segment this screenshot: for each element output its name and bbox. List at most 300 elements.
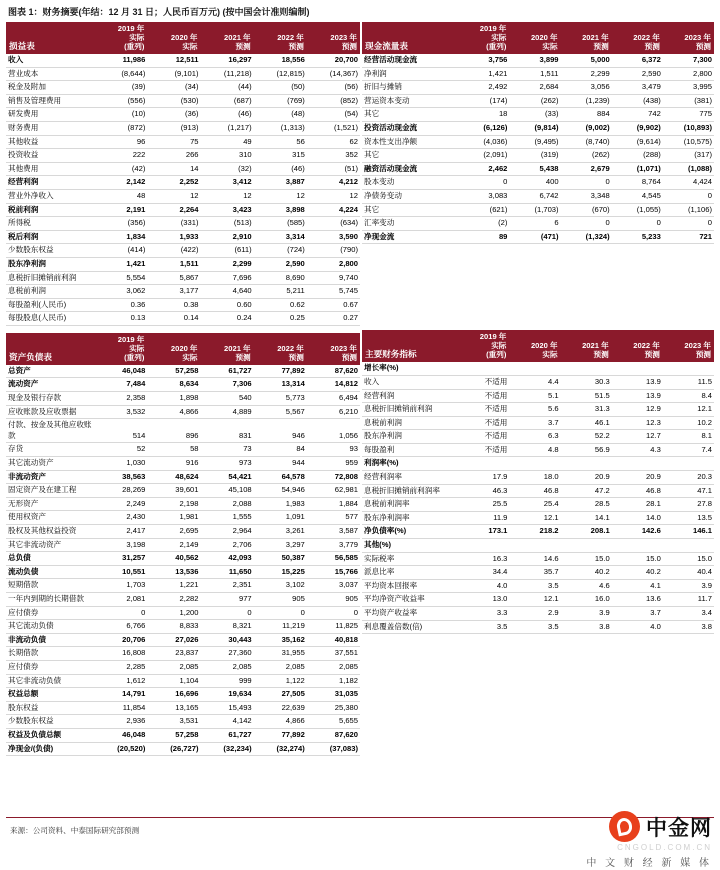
row-value: 1,511 (509, 67, 560, 81)
row-value (663, 457, 714, 471)
row-value: 2,088 (201, 497, 254, 511)
row-value: 8,690 (254, 271, 307, 285)
row-value: 6,766 (94, 620, 147, 634)
row-value: 不适用 (458, 443, 509, 457)
row-value: 3,412 (201, 176, 254, 190)
row-value: 22,639 (254, 701, 307, 715)
row-value: 4.1 (612, 579, 663, 593)
row-value: 0.60 (201, 298, 254, 312)
row-label: 融资活动现金流 (362, 162, 458, 176)
row-value: 2.9 (509, 607, 560, 621)
row-value: 39,601 (147, 484, 200, 498)
row-value: (14,367) (307, 67, 360, 81)
row-value: (262) (561, 149, 612, 163)
row-value: 25,380 (307, 701, 360, 715)
row-label: 其它 (362, 203, 458, 217)
row-value: 7,300 (663, 54, 714, 67)
cash-flow-table (362, 22, 714, 244)
table-row (6, 592, 360, 606)
row-value: 3,177 (147, 285, 200, 299)
column-header: 2023 年 预测 (663, 22, 714, 54)
row-value: 12,511 (147, 54, 200, 67)
row-value: 34.4 (458, 566, 509, 580)
row-value: 2,282 (147, 592, 200, 606)
row-label: 净现金流 (362, 230, 458, 244)
row-label: 营业成本 (6, 67, 94, 81)
row-value: (6,126) (458, 121, 509, 135)
row-value: 2,590 (254, 257, 307, 271)
row-value: 4,142 (201, 715, 254, 729)
row-value: 4.0 (612, 620, 663, 634)
row-label: 息税折旧摊销前利润 (362, 403, 458, 417)
row-value: 8.1 (663, 430, 714, 444)
row-label: 息税折旧摊销前利润 (6, 271, 94, 285)
row-value: 2,085 (307, 660, 360, 674)
row-value: 4,424 (663, 176, 714, 190)
row-value: (414) (94, 244, 147, 258)
logo-mark-icon (609, 811, 640, 842)
row-label: 股东净利润 (362, 430, 458, 444)
row-label: 实际税率 (362, 552, 458, 566)
row-value: 3,348 (561, 189, 612, 203)
row-value: 0.25 (254, 312, 307, 326)
row-value: 61,727 (201, 728, 254, 742)
row-value: 15.0 (561, 552, 612, 566)
logo-url: CNGOLD.COM.CN (617, 843, 712, 852)
row-value: 1,981 (147, 511, 200, 525)
row-value: 11.9 (458, 511, 509, 525)
row-value: 946 (254, 419, 307, 443)
column-header: 2021 年 预测 (201, 22, 254, 54)
row-value: 20,700 (307, 54, 360, 67)
row-value: 46.8 (509, 484, 560, 498)
row-value: (4,036) (458, 135, 509, 149)
row-value: 916 (147, 457, 200, 471)
table-row (6, 54, 360, 67)
row-value: 400 (509, 176, 560, 190)
row-value: 20.3 (663, 471, 714, 485)
table-row (6, 176, 360, 190)
row-value: 266 (147, 149, 200, 163)
table-row (362, 108, 714, 122)
row-value: 52 (94, 443, 147, 457)
row-value: 40,818 (307, 633, 360, 647)
table-row (362, 217, 714, 231)
row-value: 6,210 (307, 405, 360, 419)
row-value: 2,085 (201, 660, 254, 674)
row-value: 2,299 (201, 257, 254, 271)
row-label: 平均资产收益率 (362, 607, 458, 621)
row-value: 3.8 (561, 620, 612, 634)
row-value: 5,233 (612, 230, 663, 244)
table-row (362, 430, 714, 444)
table-row (6, 365, 360, 378)
row-value: (42) (94, 162, 147, 176)
row-value: 0.62 (254, 298, 307, 312)
row-value: 2,358 (94, 392, 147, 406)
row-value (561, 362, 612, 375)
row-value: 999 (201, 674, 254, 688)
logo-name: 中金网 (646, 816, 712, 840)
row-value: (381) (663, 94, 714, 108)
row-value: (769) (254, 94, 307, 108)
column-header: 2022 年 预测 (612, 22, 663, 54)
row-value: 3,083 (458, 189, 509, 203)
row-label: 总负债 (6, 552, 94, 566)
row-value: 30.3 (561, 375, 612, 389)
row-value: 18.0 (509, 471, 560, 485)
row-value: 2,910 (201, 230, 254, 244)
row-value: 1,221 (147, 579, 200, 593)
column-header: 2023 年 预测 (663, 330, 714, 362)
row-value: 31,035 (307, 688, 360, 702)
table-row (362, 539, 714, 553)
row-value: (9,002) (561, 121, 612, 135)
row-value: 18,556 (254, 54, 307, 67)
row-value: 4.0 (458, 579, 509, 593)
row-value: (1,071) (612, 162, 663, 176)
row-value: 1,182 (307, 674, 360, 688)
table-row (362, 81, 714, 95)
row-value: (44) (201, 81, 254, 95)
row-value: (1,055) (612, 203, 663, 217)
table-row (362, 443, 714, 457)
row-value: 2,492 (458, 81, 509, 95)
row-label: 应收账款及应收票据 (6, 405, 94, 419)
row-value: 14.0 (612, 511, 663, 525)
row-value: 8,764 (612, 176, 663, 190)
row-value: 2,249 (94, 497, 147, 511)
row-value: 905 (254, 592, 307, 606)
row-value: 20.9 (561, 471, 612, 485)
row-value (612, 539, 663, 553)
row-value: 52.2 (561, 430, 612, 444)
row-label: 短期借款 (6, 579, 94, 593)
row-label: 所得税 (6, 217, 94, 231)
row-value: (46) (254, 162, 307, 176)
row-label: 其它非流动资产 (6, 538, 94, 552)
column-header: 2022 年 预测 (612, 330, 663, 362)
row-value: 7.4 (663, 443, 714, 457)
row-label: 收入 (362, 375, 458, 389)
row-value (509, 539, 560, 553)
table-row (6, 203, 360, 217)
table-row (6, 271, 360, 285)
row-value: (8,740) (561, 135, 612, 149)
financial-summary-tables (0, 22, 720, 756)
table-row (6, 162, 360, 176)
row-value: 56 (254, 135, 307, 149)
row-value: 49 (201, 135, 254, 149)
row-label: 长期借款 (6, 647, 94, 661)
row-label: 流动资产 (6, 378, 94, 392)
row-label: 增长率(%) (362, 362, 458, 375)
row-label: 利润率(%) (362, 457, 458, 471)
row-value: 3,995 (663, 81, 714, 95)
table-row (6, 230, 360, 244)
row-value: 35,162 (254, 633, 307, 647)
row-value: 3,479 (612, 81, 663, 95)
table-row (362, 593, 714, 607)
row-label: 净现金/(负债) (6, 742, 94, 756)
row-value: (10) (94, 108, 147, 122)
row-value: 0.24 (201, 312, 254, 326)
row-value: 3,297 (254, 538, 307, 552)
row-value: 87,620 (307, 728, 360, 742)
column-header: 2020 年 实际 (509, 22, 560, 54)
row-value: 3,590 (307, 230, 360, 244)
row-value: 50,387 (254, 552, 307, 566)
row-value: 4.8 (509, 443, 560, 457)
row-value: 11,650 (201, 565, 254, 579)
row-value: (611) (201, 244, 254, 258)
row-value: 13.0 (458, 593, 509, 607)
table-row (6, 405, 360, 419)
row-value: 不适用 (458, 430, 509, 444)
row-value: 3,423 (201, 203, 254, 217)
column-header: 2020 年 实际 (147, 22, 200, 54)
row-value: 75 (147, 135, 200, 149)
row-label: 平均净资产收益率 (362, 593, 458, 607)
row-label: 其他(%) (362, 539, 458, 553)
row-value: 1,421 (458, 67, 509, 81)
table-row (6, 470, 360, 484)
row-value: 1,056 (307, 419, 360, 443)
row-value: 46.8 (612, 484, 663, 498)
row-value: 222 (94, 149, 147, 163)
row-value: 0.13 (94, 312, 147, 326)
row-value: (1,703) (509, 203, 560, 217)
row-value: 3,261 (254, 525, 307, 539)
row-value: 11,219 (254, 620, 307, 634)
table-row (6, 108, 360, 122)
row-label: 税前利润 (6, 203, 94, 217)
row-value: 31,257 (94, 552, 147, 566)
row-label: 投资活动现金流 (362, 121, 458, 135)
row-value: 72,808 (307, 470, 360, 484)
table-row (362, 162, 714, 176)
table-row (6, 674, 360, 688)
column-header: 2021 年 预测 (561, 330, 612, 362)
row-value: 87,620 (307, 365, 360, 378)
row-value: 2,590 (612, 67, 663, 81)
row-value: 4,889 (201, 405, 254, 419)
row-label: 使用权资产 (6, 511, 94, 525)
row-label: 流动负债 (6, 565, 94, 579)
row-value: 46,048 (94, 365, 147, 378)
row-value: 218.2 (509, 525, 560, 539)
row-value: (585) (254, 217, 307, 231)
table-row (362, 375, 714, 389)
table-row (362, 525, 714, 539)
row-value: (317) (663, 149, 714, 163)
row-value: 5,211 (254, 285, 307, 299)
row-label: 每股盈利 (362, 443, 458, 457)
column-header: 2022 年 预测 (254, 22, 307, 54)
row-value: 13,165 (147, 701, 200, 715)
row-value: 5,000 (561, 54, 612, 67)
key-metrics-table (362, 330, 714, 634)
row-value: 2,679 (561, 162, 612, 176)
row-value: (8,644) (94, 67, 147, 81)
row-label: 净负债率(%) (362, 525, 458, 539)
row-value: 61,727 (201, 365, 254, 378)
column-header: 2019 年 实际 (重列) (94, 22, 147, 54)
table-row (362, 389, 714, 403)
row-value: 7,484 (94, 378, 147, 392)
row-value: 310 (201, 149, 254, 163)
row-value: 64,578 (254, 470, 307, 484)
table-row (6, 257, 360, 271)
row-value: 2,149 (147, 538, 200, 552)
row-value: 16,808 (94, 647, 147, 661)
row-value: 3,062 (94, 285, 147, 299)
row-value: 1,104 (147, 674, 200, 688)
table-row (362, 135, 714, 149)
row-value: 3,198 (94, 538, 147, 552)
row-value (509, 457, 560, 471)
column-header: 2021 年 预测 (201, 333, 254, 365)
row-value: 0 (254, 606, 307, 620)
row-value: (1,313) (254, 121, 307, 135)
row-label: 每股股息(人民币) (6, 312, 94, 326)
row-value: 15.0 (612, 552, 663, 566)
table-row (6, 606, 360, 620)
row-value: 89 (458, 230, 509, 244)
row-label: 息税折旧摊销前利润率 (362, 484, 458, 498)
row-value: 8,321 (201, 620, 254, 634)
row-value: 8,634 (147, 378, 200, 392)
row-value: 46,048 (94, 728, 147, 742)
row-label: 经营活动现金流 (362, 54, 458, 67)
row-value: 4,866 (254, 715, 307, 729)
row-value (612, 457, 663, 471)
row-value: 31.3 (561, 403, 612, 417)
row-value: 1,612 (94, 674, 147, 688)
row-label: 应付债券 (6, 660, 94, 674)
table-row (6, 552, 360, 566)
row-value: 13.9 (612, 375, 663, 389)
row-value: (530) (147, 94, 200, 108)
table-row (6, 579, 360, 593)
row-value: 46.1 (561, 416, 612, 430)
row-value: 3,898 (254, 203, 307, 217)
row-value: 27,026 (147, 633, 200, 647)
row-value: 0 (307, 606, 360, 620)
row-value: 10,551 (94, 565, 147, 579)
row-value: 45,108 (201, 484, 254, 498)
figure-title: 图表 1：财务摘要(年结：12 月 31 日；人民币百万元) (按中国会计准则编制) (8, 7, 310, 17)
row-value: 5,773 (254, 392, 307, 406)
row-value: (20,520) (94, 742, 147, 756)
table-row (6, 538, 360, 552)
row-value: 7,306 (201, 378, 254, 392)
table-row (362, 149, 714, 163)
row-value: 35.7 (509, 566, 560, 580)
row-label: 经营利润 (6, 176, 94, 190)
row-label: 经营利润 (362, 389, 458, 403)
row-value: 42,093 (201, 552, 254, 566)
table-row (6, 633, 360, 647)
row-value: 48,624 (147, 470, 200, 484)
row-value: 1,555 (201, 511, 254, 525)
row-label: 税后利润 (6, 230, 94, 244)
row-value: 15,225 (254, 565, 307, 579)
table-row (6, 149, 360, 163)
table-row (362, 67, 714, 81)
table-row (6, 660, 360, 674)
row-value: (1,088) (663, 162, 714, 176)
row-value: (872) (94, 121, 147, 135)
row-value: 28.1 (612, 498, 663, 512)
row-value: 13,314 (254, 378, 307, 392)
row-value: (11,218) (201, 67, 254, 81)
table-row (362, 176, 714, 190)
row-value: 11.7 (663, 593, 714, 607)
row-value: (1,521) (307, 121, 360, 135)
row-label: 少数股东权益 (6, 244, 94, 258)
row-value: (10,893) (663, 121, 714, 135)
row-value: 6.3 (509, 430, 560, 444)
row-label: 存货 (6, 443, 94, 457)
row-value (458, 539, 509, 553)
row-value: 20,706 (94, 633, 147, 647)
row-value: 775 (663, 108, 714, 122)
row-label: 权益总额 (6, 688, 94, 702)
row-value: 13.6 (612, 593, 663, 607)
row-label: 净利润 (362, 67, 458, 81)
row-value: 27.8 (663, 498, 714, 512)
row-value: 5,655 (307, 715, 360, 729)
row-label: 收入 (6, 54, 94, 67)
row-value: 3,056 (561, 81, 612, 95)
column-header: 2019 年 实际 (重列) (458, 22, 509, 54)
row-value: 17.9 (458, 471, 509, 485)
table-row (6, 217, 360, 231)
table-row (6, 312, 360, 326)
row-value: (670) (561, 203, 612, 217)
row-value: (174) (458, 94, 509, 108)
row-value: 12.1 (663, 403, 714, 417)
row-value: 2,417 (94, 525, 147, 539)
row-value: 944 (254, 457, 307, 471)
row-value: 3,102 (254, 579, 307, 593)
row-value: 3,899 (509, 54, 560, 67)
row-value: (51) (307, 162, 360, 176)
row-value: 13,536 (147, 565, 200, 579)
row-value: 3.8 (663, 620, 714, 634)
row-value: 0 (561, 176, 612, 190)
row-value: 2,800 (307, 257, 360, 271)
row-label: 少数股东权益 (6, 715, 94, 729)
table-row (362, 203, 714, 217)
row-value: 40.2 (612, 566, 663, 580)
row-value (561, 457, 612, 471)
row-label: 息税前利润 (362, 416, 458, 430)
row-value: 2,800 (663, 67, 714, 81)
row-label: 销售及管理费用 (6, 94, 94, 108)
row-value: (913) (147, 121, 200, 135)
row-label: 无形资产 (6, 497, 94, 511)
row-value: (34) (147, 81, 200, 95)
row-value: 742 (612, 108, 663, 122)
row-value: 2,285 (94, 660, 147, 674)
table-row (6, 67, 360, 81)
table-row (362, 403, 714, 417)
row-value: (10,575) (663, 135, 714, 149)
row-value: 14,791 (94, 688, 147, 702)
table-row (362, 620, 714, 634)
